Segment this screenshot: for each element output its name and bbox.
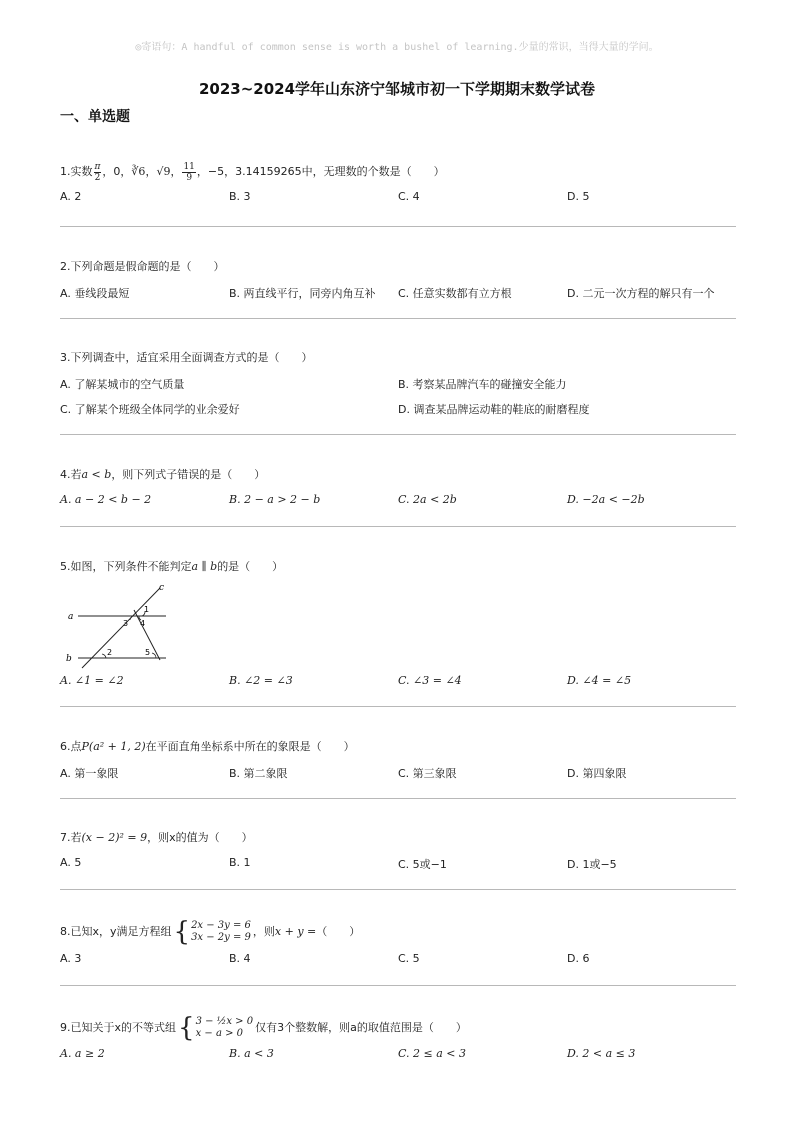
divider <box>60 226 736 227</box>
inequality-rows <box>196 1016 254 1040</box>
question-7 <box>60 830 736 872</box>
parallel-lines-figure <box>60 580 180 672</box>
math-expr: P(a² + 1, 2) <box>81 740 146 753</box>
cube-root-expr: ∛6 <box>131 165 146 178</box>
question-2 <box>60 259 736 301</box>
equation-row: 2x − 3y = 6 <box>191 920 251 931</box>
option-b[interactable]: B. 两直线平行，同旁内角互补 <box>229 287 376 300</box>
stem-text: 6.点 <box>60 740 82 753</box>
brace-icon: { <box>173 917 191 947</box>
question-4-stem <box>60 467 736 483</box>
option-b[interactable]: B. 3 <box>229 190 251 203</box>
denominator: 9 <box>186 172 193 183</box>
stem-text: 5.如图，下列条件不能判定 <box>60 560 192 573</box>
label-2: 2 <box>107 648 113 657</box>
equation-row: 3x − 2y = 9 <box>191 932 251 943</box>
stem-text: ，则 <box>252 925 275 938</box>
label-5: 5 <box>145 648 151 657</box>
option-a[interactable]: A. 2 <box>60 190 82 203</box>
equation-system <box>174 919 251 945</box>
divider <box>60 526 736 527</box>
brace-icon: { <box>178 1013 195 1043</box>
stem-text: 仅有3个整数解，则a的取值范围是（ ） <box>255 1021 467 1034</box>
option-c[interactable]: C. 了解某个班级全体同学的业余爱好 <box>60 403 240 416</box>
label-3: 3 <box>123 619 129 628</box>
question-9-stem <box>60 1013 736 1043</box>
equation-rows <box>191 920 251 944</box>
stem-text: 7.若 <box>60 831 82 844</box>
label-4: 4 <box>140 619 146 628</box>
question-6-stem <box>60 739 736 755</box>
option-b[interactable]: B. 2 − a > 2 − b <box>229 493 321 506</box>
stem-text: 8.已知x，y满足方程组 <box>60 925 172 938</box>
question-5-options-wrap <box>60 674 736 690</box>
question-2-options <box>60 285 736 301</box>
stem-text: ， <box>170 165 182 178</box>
stem-text: 1.实数 <box>60 165 93 178</box>
option-d[interactable]: D. 调查某品牌运动鞋的鞋底的耐磨程度 <box>398 403 590 416</box>
question-4 <box>60 467 736 509</box>
divider <box>60 889 736 890</box>
question-7-stem <box>60 830 736 846</box>
option-b[interactable]: B. 1 <box>229 856 251 869</box>
question-1-options <box>60 190 736 206</box>
numerator: π <box>94 161 101 172</box>
option-b[interactable]: B. a < 3 <box>229 1047 274 1060</box>
stem-text: （ ） <box>316 925 361 938</box>
angle-5-arc <box>152 653 156 658</box>
numerator: 11 <box>183 161 195 172</box>
stem-text: 在平面直角坐标系中所在的象限是（ ） <box>145 740 355 753</box>
option-a[interactable]: A. ∠1 = ∠2 <box>60 674 124 687</box>
option-d[interactable]: D. 6 <box>567 952 590 965</box>
question-1 <box>60 161 736 206</box>
option-a[interactable]: A. 5 <box>60 856 82 869</box>
option-b[interactable]: B. 第二象限 <box>229 767 288 780</box>
option-c[interactable]: C. 5 <box>398 952 420 965</box>
question-7-options <box>60 856 736 872</box>
option-d[interactable]: D. 2 < a ≤ 3 <box>567 1047 636 1060</box>
section-heading: 一、单选题 <box>60 109 130 125</box>
question-3 <box>60 350 736 417</box>
option-a[interactable]: A. 第一象限 <box>60 767 119 780</box>
inequality-row: 3 − ½x > 0 <box>195 1016 254 1027</box>
question-5-options <box>60 674 736 690</box>
option-a[interactable]: A. 3 <box>60 952 82 965</box>
question-5 <box>60 559 736 575</box>
page-title: 2023~2024学年山东济宁邹城市初一下学期期末数学试卷 <box>198 80 596 98</box>
question-3-options-row1 <box>60 376 736 392</box>
question-9 <box>60 1013 736 1063</box>
inequality-row: x − a > 0 <box>195 1028 243 1039</box>
fraction-11-over-9 <box>182 162 195 183</box>
math-expr: x + y = <box>274 925 317 938</box>
option-d[interactable]: D. 第四象限 <box>567 767 627 780</box>
stem-text: ，−5，3.14159265中，无理数的个数是（ ） <box>196 165 445 178</box>
question-8 <box>60 918 736 968</box>
option-c[interactable]: C. 2a < 2b <box>398 493 457 506</box>
math-expr: a ∥ b <box>191 560 218 573</box>
label-1: 1 <box>144 605 150 614</box>
question-6 <box>60 739 736 781</box>
question-6-options <box>60 765 736 781</box>
question-4-options <box>60 493 736 509</box>
math-expr: (x − 2)² = 9 <box>81 831 148 844</box>
option-c[interactable]: C. ∠3 = ∠4 <box>398 674 462 687</box>
label-b: b <box>66 654 72 664</box>
option-d[interactable]: D. ∠4 = ∠5 <box>567 674 632 687</box>
stem-text: ，则x的值为（ ） <box>147 831 253 844</box>
question-9-options <box>60 1047 736 1063</box>
divider <box>60 706 736 707</box>
divider <box>60 434 736 435</box>
denominator: 2 <box>94 172 101 183</box>
option-b[interactable]: B. 考察某品牌汽车的碰撞安全能力 <box>398 378 567 391</box>
divider <box>60 318 736 319</box>
divider <box>60 798 736 799</box>
option-c[interactable]: C. 2 ≤ a < 3 <box>398 1047 466 1060</box>
stem-text: 的是（ ） <box>217 560 284 573</box>
option-b[interactable]: B. 4 <box>229 952 251 965</box>
option-a[interactable]: A. a − 2 < b − 2 <box>60 493 152 506</box>
option-c[interactable]: C. 5或−1 <box>398 858 447 871</box>
option-c[interactable]: C. 4 <box>398 190 420 203</box>
stem-text: 9.已知关于x的不等式组 <box>60 1021 177 1034</box>
divider <box>60 985 736 986</box>
option-a[interactable]: A. 了解某城市的空气质量 <box>60 378 185 391</box>
angle-3-arc <box>130 616 133 620</box>
question-3-options-row2 <box>60 401 736 417</box>
fraction-pi-over-2 <box>94 162 102 183</box>
question-8-stem <box>60 918 736 946</box>
option-d[interactable]: D. 5 <box>567 190 590 203</box>
option-c[interactable]: C. 任意实数都有立方根 <box>398 287 512 300</box>
option-d[interactable]: D. 1或−5 <box>567 858 617 871</box>
square-root-expr: √9 <box>156 165 171 178</box>
label-a: a <box>68 612 74 622</box>
inequality-system <box>178 1015 253 1041</box>
stem-text: ，0， <box>102 165 132 178</box>
option-a[interactable]: A. 垂线段最短 <box>60 287 130 300</box>
option-d[interactable]: D. −2a < −2b <box>567 493 645 506</box>
stem-text: ， <box>145 165 157 178</box>
stem-text: 4.若 <box>60 468 82 481</box>
label-c: c <box>159 583 165 593</box>
question-5-stem <box>60 559 736 575</box>
question-2-stem: 2.下列命题是假命题的是（ ） <box>60 260 225 273</box>
page-motto: ◎寄语句：A handful of common sense is worth a bushel of learning.少量的常识，当得大量的学问。 <box>135 42 659 53</box>
question-8-options <box>60 952 736 968</box>
question-1-stem <box>60 161 736 183</box>
angle-2-arc <box>102 654 106 658</box>
question-3-stem: 3.下列调查中，适宜采用全面调查方式的是（ ） <box>60 351 313 364</box>
option-b[interactable]: B. ∠2 = ∠3 <box>229 674 293 687</box>
option-d[interactable]: D. 二元一次方程的解只有一个 <box>567 287 715 300</box>
option-c[interactable]: C. 第三象限 <box>398 767 457 780</box>
math-expr: a < b <box>81 468 112 481</box>
stem-text: ，则下列式子错误的是（ ） <box>111 468 266 481</box>
option-a[interactable]: A. a ≥ 2 <box>60 1047 105 1060</box>
